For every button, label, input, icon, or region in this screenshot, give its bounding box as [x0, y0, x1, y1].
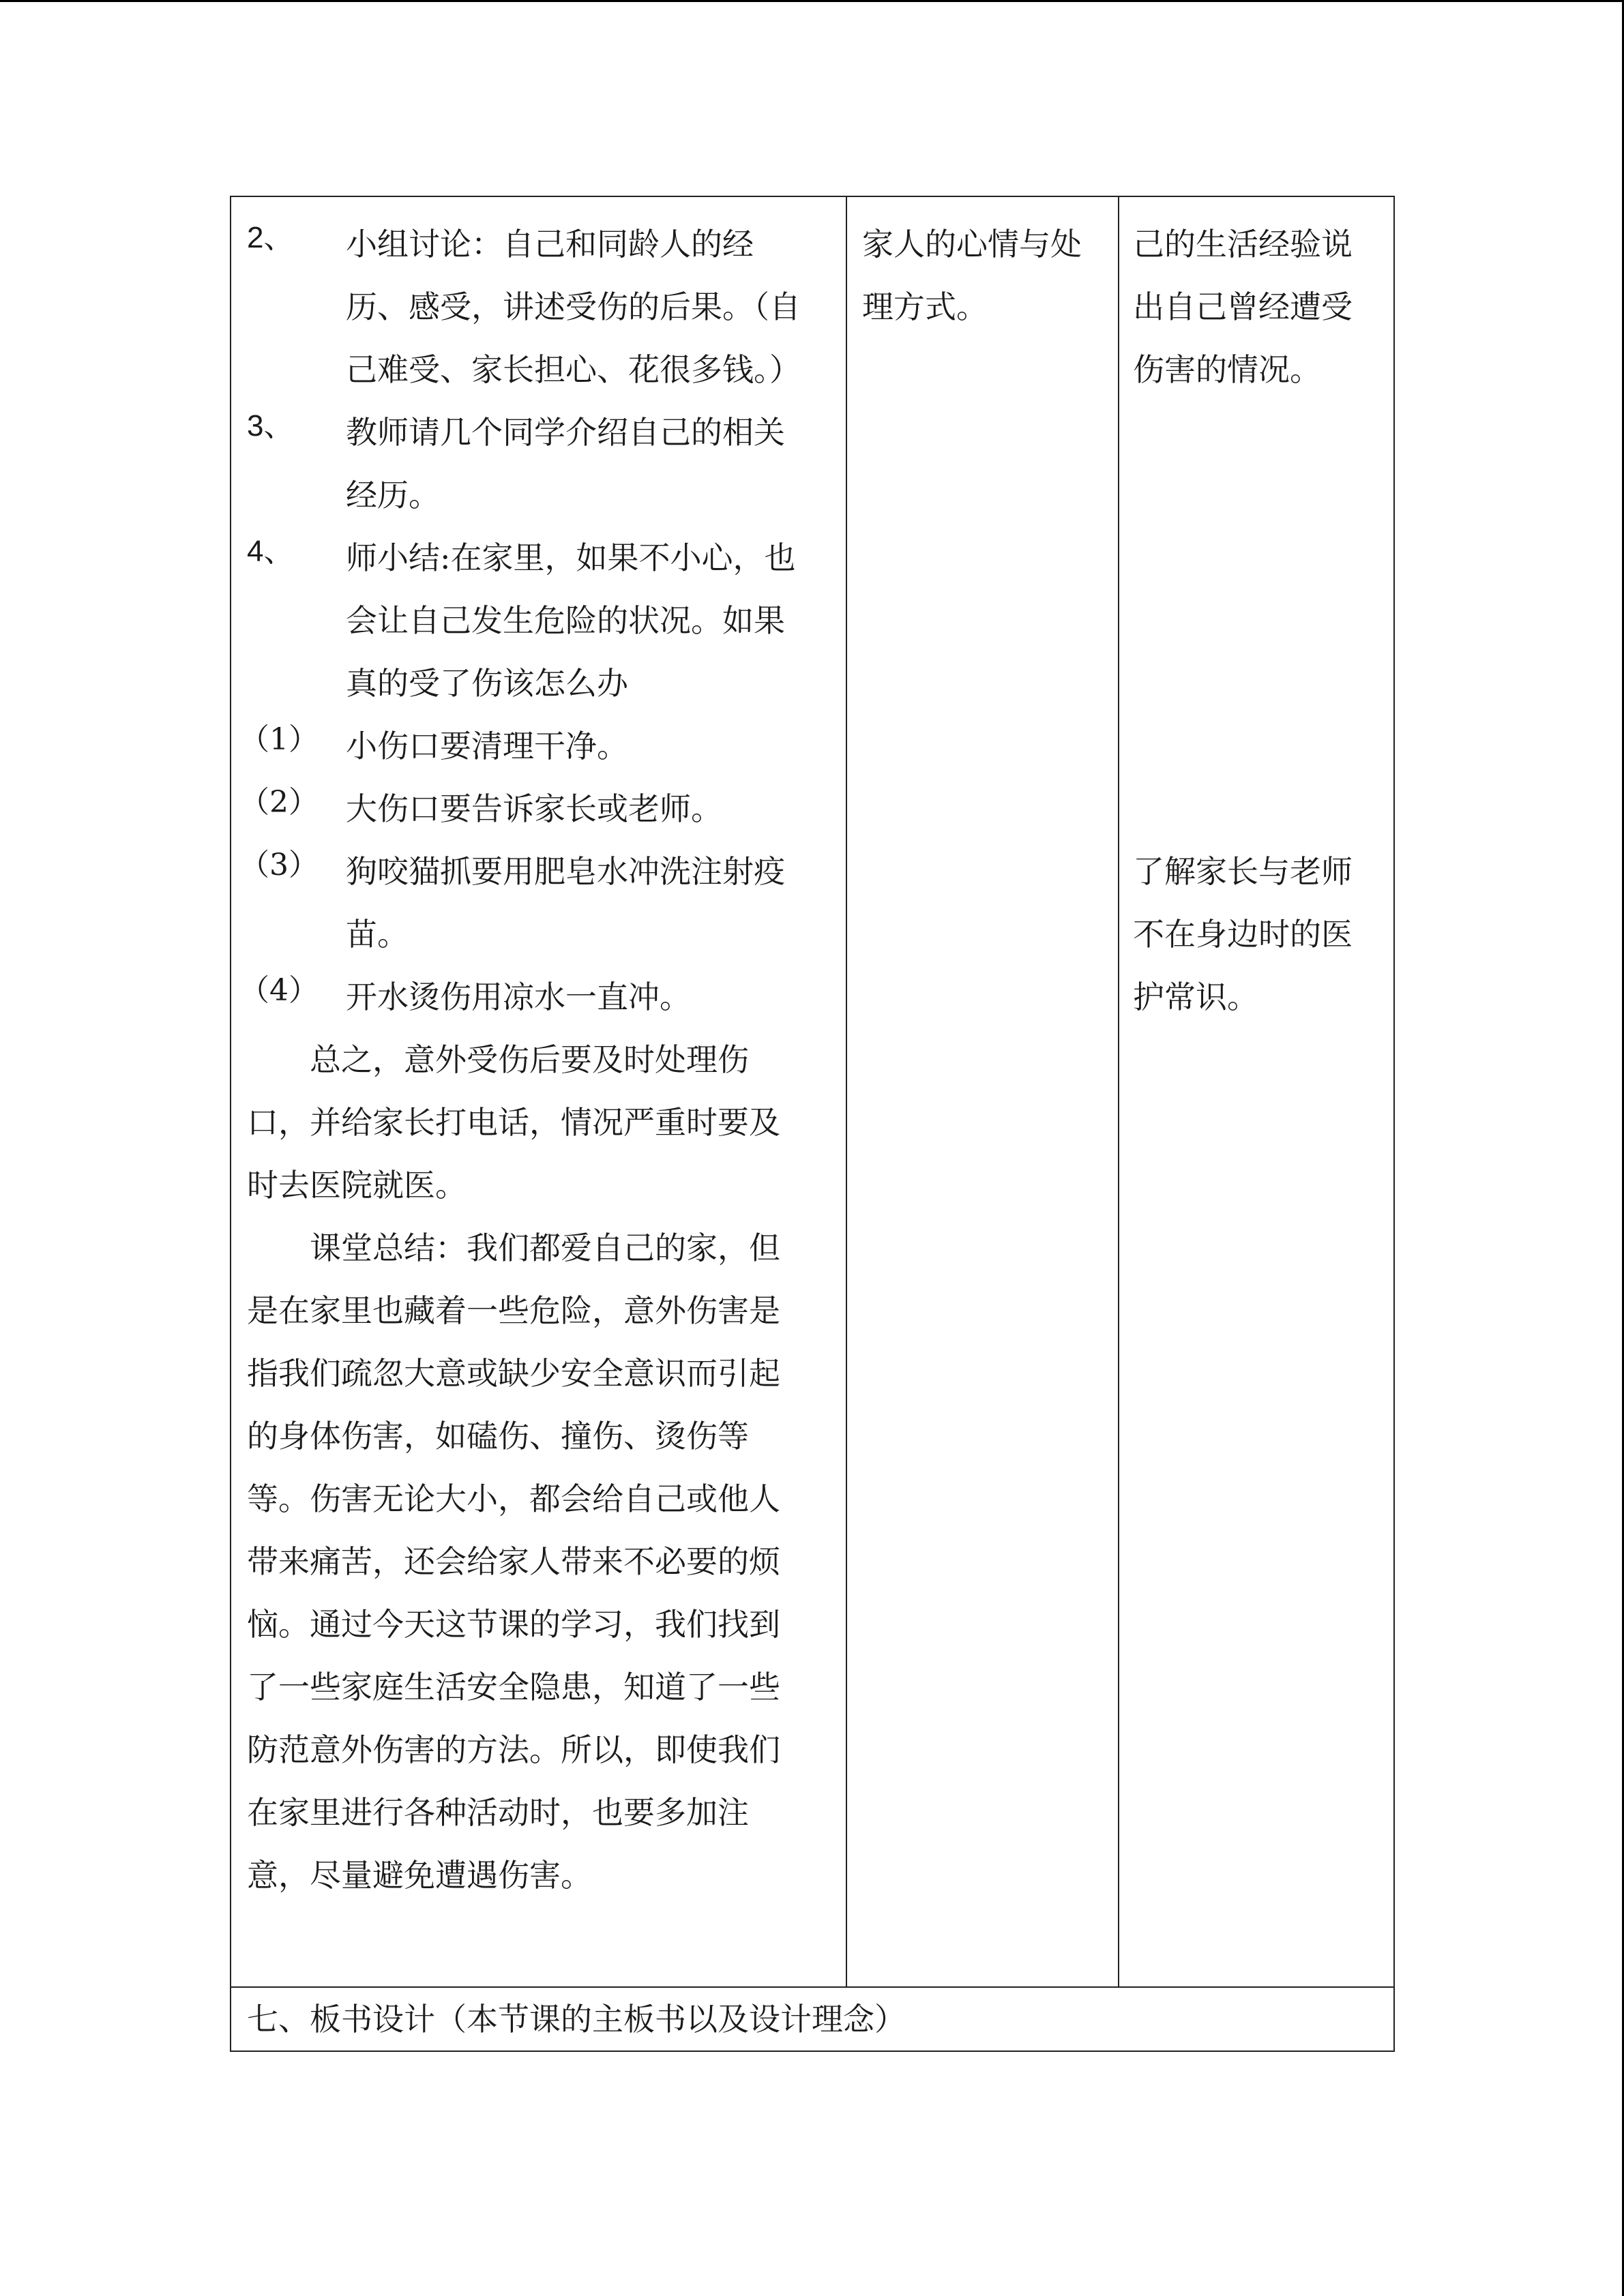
text-line: 在家里进行各种活动时，也要多加注 [247, 1794, 749, 1831]
list-item [231, 966, 846, 1028]
blackboard-design-cell [231, 1987, 1394, 2051]
text-line: 真的受了伤该怎么办 [346, 665, 628, 702]
text-line: 等。伤害无论大小，都会给自己或他人 [247, 1480, 780, 1517]
text-line: 总之，意外受伤后要及时处理伤 [310, 1041, 749, 1078]
text-line: 狗咬猫抓要用肥皂水冲洗注射疫 [346, 853, 785, 890]
text-line: 开水烫伤用凉水一直冲。 [346, 979, 691, 1015]
page-edge-top [0, 0, 1624, 2]
item-number: 3、 [247, 409, 294, 443]
text-line: 教师请几个同学介绍自己的相关 [346, 414, 785, 451]
text-line: 意，尽量避免遭遇伤害。 [247, 1857, 592, 1894]
text-line: 口，并给家长打电话，情况严重时要及 [247, 1104, 780, 1141]
text-line: 恼。通过今天这节课的学习，我们找到 [247, 1606, 780, 1643]
item-number: 4、 [247, 535, 294, 568]
text-line: 是在家里也藏着一些危险，意外伤害是 [247, 1292, 780, 1329]
text-line: 大伤口要告诉家长或老师。 [346, 790, 722, 827]
item-number: （1） [239, 722, 319, 757]
text-line: 时去医院就医。 [247, 1167, 467, 1204]
item-number: 2、 [247, 221, 294, 254]
text-line: 历、感受，讲述受伤的后果。（自 [346, 288, 801, 325]
item-number: （4） [239, 973, 319, 1008]
summary-paragraph [231, 1028, 846, 1217]
text-line: 护常识。 [1133, 979, 1258, 1015]
text-line: 己的生活经验说 [1133, 226, 1353, 263]
section-heading: 七、板书设计（本节课的主板书以及设计理念） [247, 2001, 906, 2038]
text-line: 家人的心情与处 [862, 226, 1082, 263]
student-activity-cell [846, 196, 1119, 1987]
list-item [231, 715, 846, 777]
text-line: 不在身边时的医 [1133, 916, 1353, 953]
text-line: 指我们疏忽大意或缺少安全意识而引起 [247, 1355, 780, 1392]
text-line: 伤害的情况。 [1133, 351, 1321, 388]
text-line: 理方式。 [862, 288, 988, 325]
text-line: 小组讨论：自己和同龄人的经 [346, 226, 754, 263]
item-number: （3） [239, 848, 319, 882]
text-line: 小伤口要清理干净。 [346, 728, 628, 764]
list-item [231, 213, 846, 401]
list-item [231, 777, 846, 840]
text-line: 的身体伤害，如磕伤、撞伤、烫伤等 [247, 1418, 749, 1455]
text-line: 己难受、家长担心、花很多钱。） [346, 351, 801, 388]
text-line: 苗。 [346, 916, 409, 953]
list-item [231, 401, 846, 526]
text-line: 师小结:在家里，如果不小心，也 [346, 539, 796, 576]
lesson-plan-table [230, 196, 1395, 2052]
list-item [231, 526, 846, 715]
text-line: 出自己曾经遭受 [1133, 288, 1353, 325]
text-line: 会让自己发生危险的状况。如果 [346, 602, 785, 639]
text-line: 带来痛苦，还会给家人带来不必要的烦 [247, 1543, 780, 1580]
design-intent-cell [1119, 196, 1394, 1987]
conclusion-paragraph [231, 1217, 846, 1907]
item-number: （2） [239, 785, 319, 820]
text-line: 经历。 [346, 477, 440, 513]
text-line: 防范意外伤害的方法。所以，即使我们 [247, 1731, 780, 1768]
list-item [231, 840, 846, 966]
text-line: 课堂总结：我们都爱自己的家，但 [310, 1229, 780, 1266]
text-line: 了解家长与老师 [1133, 853, 1353, 890]
text-line: 了一些家庭生活安全隐患，知道了一些 [247, 1669, 780, 1705]
teaching-process-cell [231, 196, 846, 1987]
